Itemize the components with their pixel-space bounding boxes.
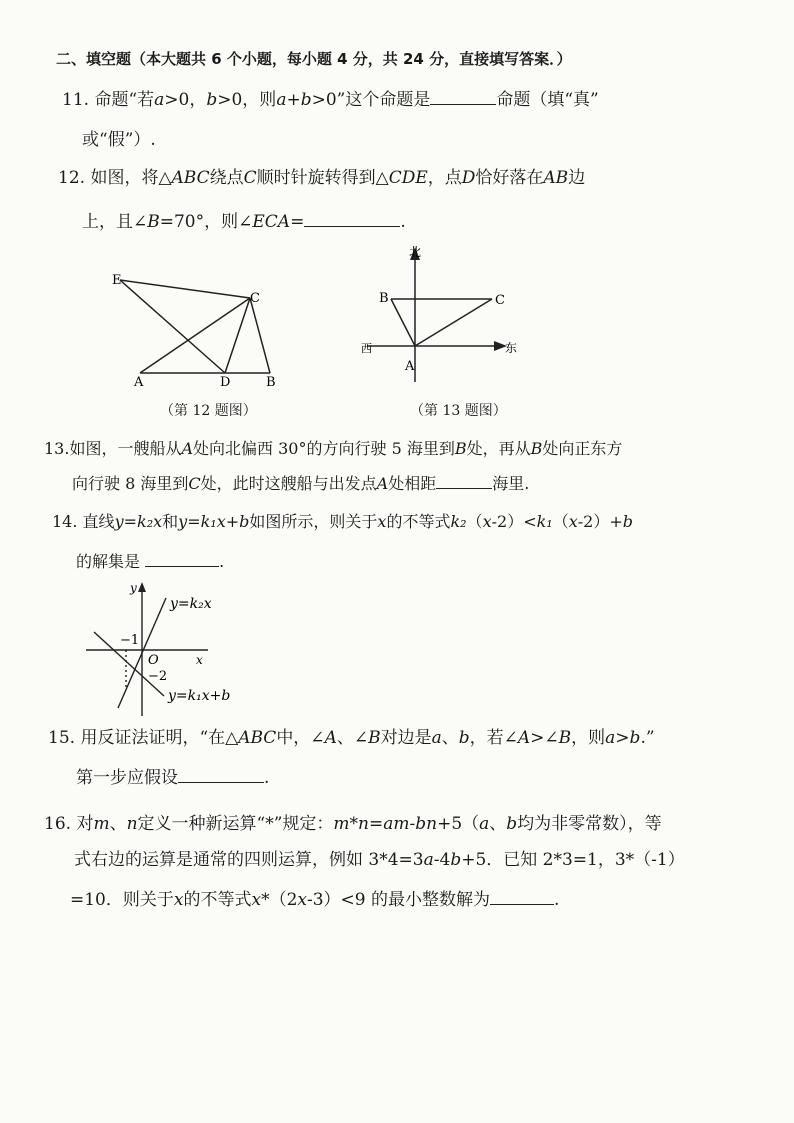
section-title: 二、填空题（本大题共 6 个小题，每小题 4 分，共 24 分，直接填写答案．）: [56, 50, 572, 68]
question-number: 16.: [44, 814, 72, 834]
label-line-1: y=k₂x: [170, 596, 212, 612]
label-origin: O: [148, 653, 159, 668]
question-13-line-2: 向行驶 8 海里到C处，此时这艘船与出发点A处相距 海里.: [72, 470, 529, 496]
question-16-line-1: 16. 对m、n定义一种新运算“*”规定：m*n=am-bn+5（a、b均为非零常数），等: [44, 814, 662, 834]
label-neg2: −2: [148, 669, 168, 684]
label-a: A: [134, 375, 144, 390]
question-number: 13.: [44, 439, 70, 458]
question-14-line-1: 14. 直线y=k₂x和y=k₁x+b如图所示，则关于x的不等式k₂（x-2）<k₁（x-2）+b: [52, 512, 634, 531]
question-14-line-2: 的解集是 .: [76, 548, 224, 574]
figure-13: [355, 242, 525, 392]
answer-blank-15[interactable]: [178, 764, 264, 783]
question-15-line-1: 15. 用反证法证明，“在△ABC中，∠A、∠B对边是a、b，若∠A>∠B，则a>b.”: [48, 728, 655, 748]
question-11-line-1: 11. 命题“若a>0，b>0，则a+b>0”这个命题是 命题（填“真”: [62, 86, 599, 112]
question-12-line-1: 12. 如图，将△ABC绕点C顺时针旋转得到△CDE，点D恰好落在AB边: [58, 168, 586, 188]
segment-ac: [415, 299, 492, 346]
question-11-line-2: 或“假”）.: [82, 130, 156, 150]
label-b: B: [379, 291, 389, 306]
question-16-line-2: 式右边的运算是通常的四则运算，例如 3*4=3a-4b+5．已知 2*3=1，3*（-1）: [74, 850, 685, 870]
label-c: C: [495, 293, 505, 308]
label-neg1: −1: [120, 633, 140, 648]
segment-ab: [391, 299, 415, 346]
label-b: B: [266, 375, 276, 390]
segment-ac: [140, 298, 250, 373]
question-number: 12.: [58, 168, 86, 188]
label-line-2: y=k₁x+b: [168, 688, 231, 704]
label-c: C: [250, 291, 260, 306]
figure-14: [86, 578, 266, 718]
label-east: 东: [505, 341, 518, 355]
answer-blank-14[interactable]: [145, 548, 219, 567]
question-13-line-1: 13.如图，一艘船从A处向北偏西 30°的方向行驶 5 海里到B处，再从B处向正东方: [44, 439, 623, 458]
question-number: 11.: [62, 90, 90, 110]
label-e: E: [112, 273, 122, 288]
question-16-line-3: =10．则关于x的不等式x*（2x-3）<9 的最小整数解为 .: [70, 886, 559, 912]
label-d: D: [220, 375, 231, 390]
segment-ec: [120, 280, 250, 298]
answer-blank-13[interactable]: [436, 470, 492, 489]
answer-blank-11[interactable]: [430, 86, 496, 105]
question-12-line-2: 上，且∠B=70°，则∠ECA= .: [82, 208, 406, 234]
question-number: 14.: [52, 512, 78, 531]
segment-cd: [225, 298, 250, 373]
figure-12-caption: （第 12 题图）: [160, 403, 257, 419]
answer-blank-16[interactable]: [490, 886, 554, 905]
y-axis-arrow-icon: [138, 582, 146, 592]
figure-13-caption: （第 13 题图）: [410, 403, 507, 419]
label-a: A: [405, 359, 415, 374]
label-y: y: [130, 581, 137, 595]
question-number: 15.: [48, 728, 76, 748]
label-west: 西: [361, 342, 372, 355]
label-north: 北: [409, 245, 422, 259]
answer-blank-12[interactable]: [304, 208, 400, 227]
question-15-line-2: 第一步应假设 .: [76, 764, 269, 790]
label-x: x: [196, 653, 203, 667]
figure-12: [100, 260, 300, 390]
segment-cb: [250, 298, 270, 373]
